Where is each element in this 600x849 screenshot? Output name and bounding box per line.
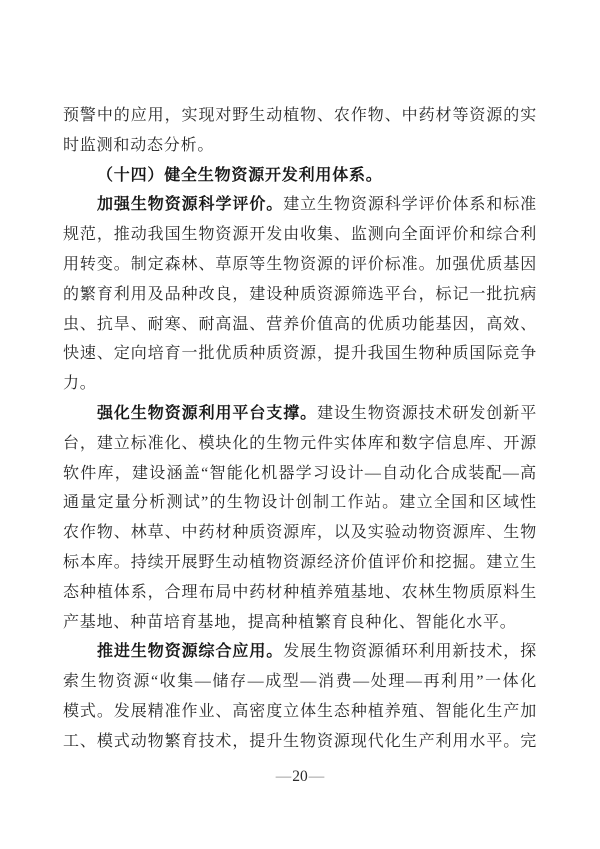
text-line (63, 220, 537, 250)
text-line (63, 131, 537, 161)
bold-run: 加强生物资源科学评价。 (97, 196, 284, 214)
text-line (63, 518, 537, 548)
bold-run: （十四）健全生物资源开发利用体系。 (97, 166, 383, 184)
text-line (63, 250, 537, 280)
text-run: 台，建立标准化、模块化的生物元件实体库和数字信息库、开源 (63, 434, 537, 452)
bold-run: 推进生物资源综合应用。 (97, 643, 284, 661)
page-number-dash-right: — (308, 768, 325, 785)
text-line (63, 667, 537, 697)
text-line (63, 280, 537, 310)
text-line (63, 339, 537, 369)
page-number-dash-left: — (275, 768, 292, 785)
text-line (63, 369, 537, 399)
text-run: 预警中的应用，实现对野生动植物、农作物、中药材等资源的实 (63, 107, 537, 124)
text-line (63, 310, 537, 340)
text-run: 态种植体系，合理布局中药材种植养殖基地、农林生物质原料生 (63, 583, 537, 601)
text-run: 索生物资源“收集—储存—成型—消费—处理—再利用”一体化 (63, 673, 537, 691)
text-run: 发展生物资源循环利用新技术，探 (283, 643, 537, 661)
text-run: 用转变。制定森林、草原等生物资源的评价标准。加强优质基因 (63, 255, 537, 273)
text-run: 快速、定向培育一批优质种质资源，提升我国生物种质国际竞争 (63, 345, 537, 363)
text-run: 软件库，建设涵盖“智能化机器学习设计—自动化合成装配—高 (63, 464, 537, 482)
text-run: 农作物、林草、中药材种质资源库，以及实验动物资源库、生物 (63, 524, 537, 542)
text-line (63, 399, 537, 429)
text-run: 规范，推动我国生物资源开发由收集、监测向全面评价和综合利 (63, 226, 537, 244)
page-number (0, 762, 600, 792)
text-run: 建立生物资源科学评价体系和标准 (283, 196, 537, 214)
text-line (63, 727, 537, 757)
text-run: 标本库。持续开展野生动植物资源经济价值评价和挖掘。建立生 (63, 553, 537, 571)
text-line (63, 637, 537, 667)
section-heading (63, 161, 537, 191)
text-run: 虫、抗旱、耐寒、耐高温、营养价值高的优质功能基因，高效、 (63, 315, 537, 333)
text-line (63, 697, 537, 727)
text-line (63, 578, 537, 608)
text-run: 通量定量分析测试”的生物设计创制工作站。建立全国和区域性 (63, 494, 537, 512)
text-run: 力。 (63, 375, 97, 393)
text-line (63, 101, 537, 131)
document-body (63, 101, 537, 757)
text-run: 时监测和动态分析。 (63, 136, 215, 154)
text-run: 的繁育利用及品种改良，建设种质资源筛选平台，标记一批抗病 (63, 285, 537, 303)
text-run: 工、模式动物繁育技术，提升生物资源现代化生产利用水平。完 (63, 732, 537, 750)
text-line (63, 459, 537, 489)
text-run: 产基地、种苗培育基地，提高种植繁育良种化、智能化水平。 (63, 613, 517, 631)
text-line (63, 488, 537, 518)
text-line (63, 190, 537, 220)
text-line (63, 429, 537, 459)
page-number-value: 20 (292, 768, 308, 785)
text-line (63, 548, 537, 578)
text-run: 模式。发展精准作业、高密度立体生态种植养殖、智能化生产加 (63, 702, 537, 720)
text-line (63, 608, 537, 638)
bold-run: 强化生物资源利用平台支撑。 (97, 404, 318, 422)
text-run: 建设生物资源技术研发创新平 (317, 404, 537, 422)
